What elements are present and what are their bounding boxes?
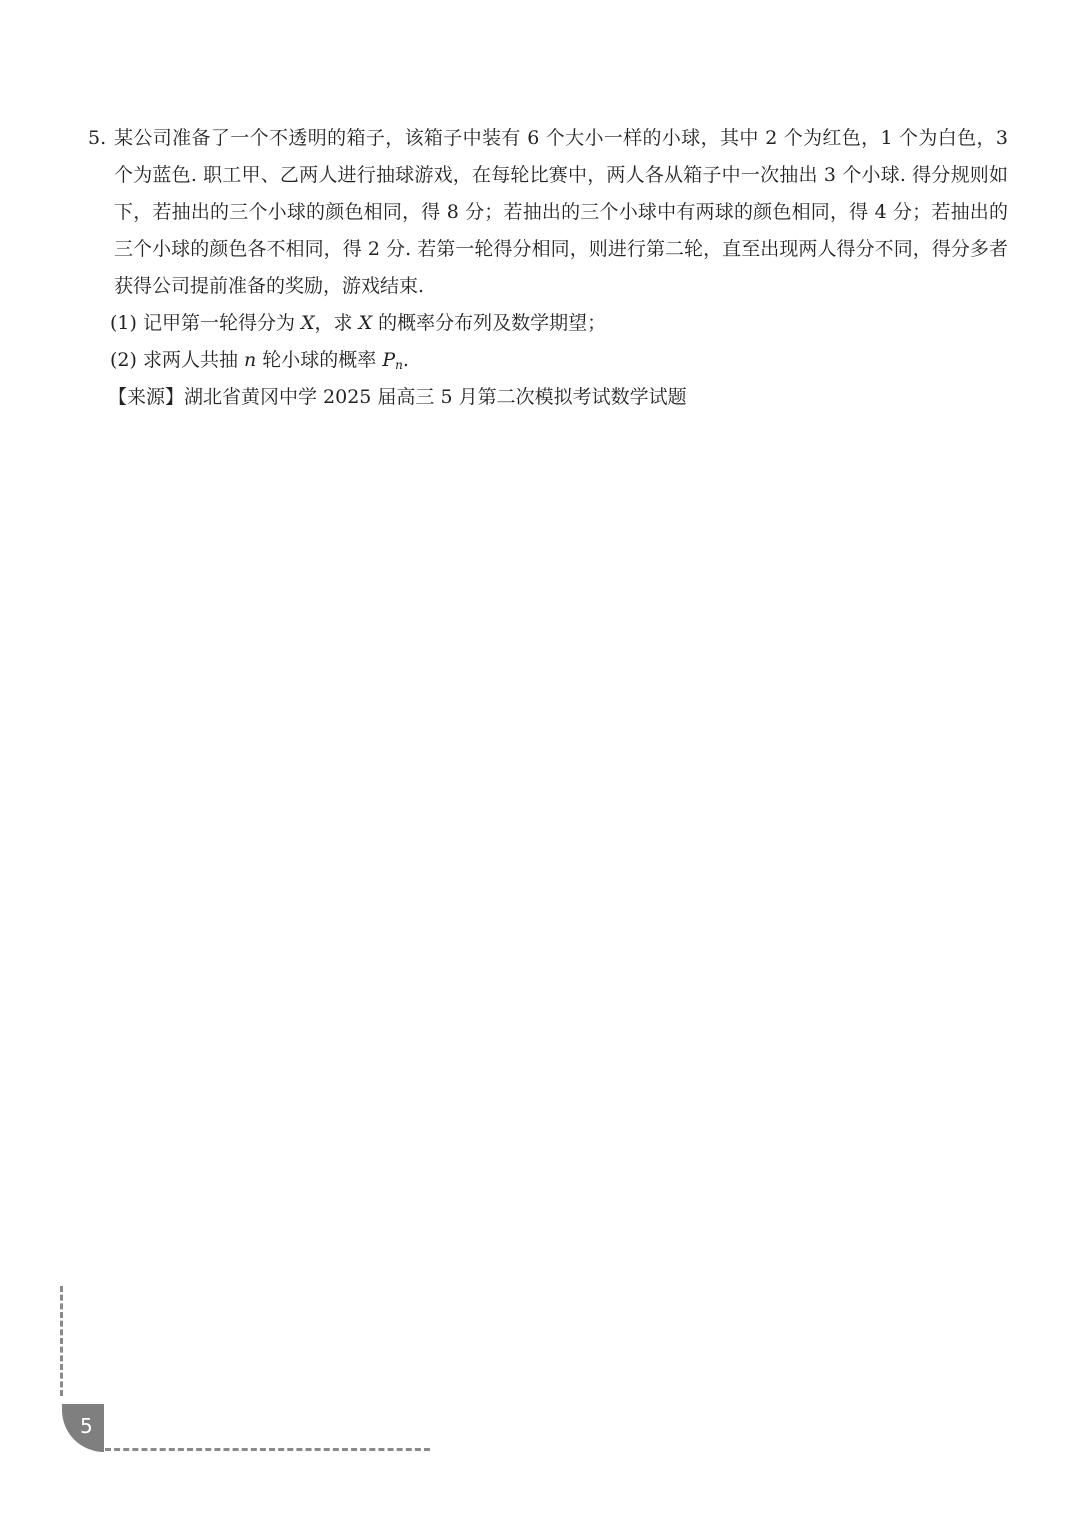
problem-5 [88,120,1008,416]
variable-x: X [301,312,315,334]
sub-question-1-text-a: (1) 记甲第一轮得分为 [110,312,301,334]
stem-text: 某公司准备了一个不透明的箱子，该箱子中装有 6 个大小一样的小球，其中 2 个为红色，1 个为白色，3 个为蓝色. 职工甲、乙两人进行抽球游戏，在每轮比赛中，两人各从箱子中一次抽出 3 个小球. 得分规则如下，若抽出的三个小球的颜色相同，得 8 分；若抽出的三个小球中有两球的颜色相同，得 4 分；若抽出的三个小球的颜色各不相同，得 2 分. 若第一轮得分相同，则进行第二轮，直至出现两人得分不同，得分多者获得公司提前准备的奖励，游戏结束. [114,127,1008,297]
subscript-n: n [395,358,403,372]
sub-question-2-text-b: 轮小球的概率 [256,349,383,371]
variable-x: X [358,312,373,334]
variable-n: n [244,349,257,371]
question-number: 5. [88,127,107,149]
variable-p: P [382,349,396,371]
dashed-border-horizontal [105,1448,430,1451]
sub-question-2-text-a: (2) 求两人共抽 [110,349,244,371]
sub-question-1-text-b: ，求 [314,312,359,334]
problem-stem [88,120,1008,305]
sub-question-1-text-c: 的概率分布列及数学期望； [372,312,607,334]
source-citation: 【来源】湖北省黄冈中学 2025 届高三 5 月第二次模拟考试数学试题 [108,386,687,408]
dashed-border-vertical [60,1286,63,1396]
page-number: 5 [80,1414,93,1438]
sub-question-1 [88,305,1008,342]
sub-question-2 [88,342,1008,379]
sub-question-2-text-c: . [402,349,409,371]
